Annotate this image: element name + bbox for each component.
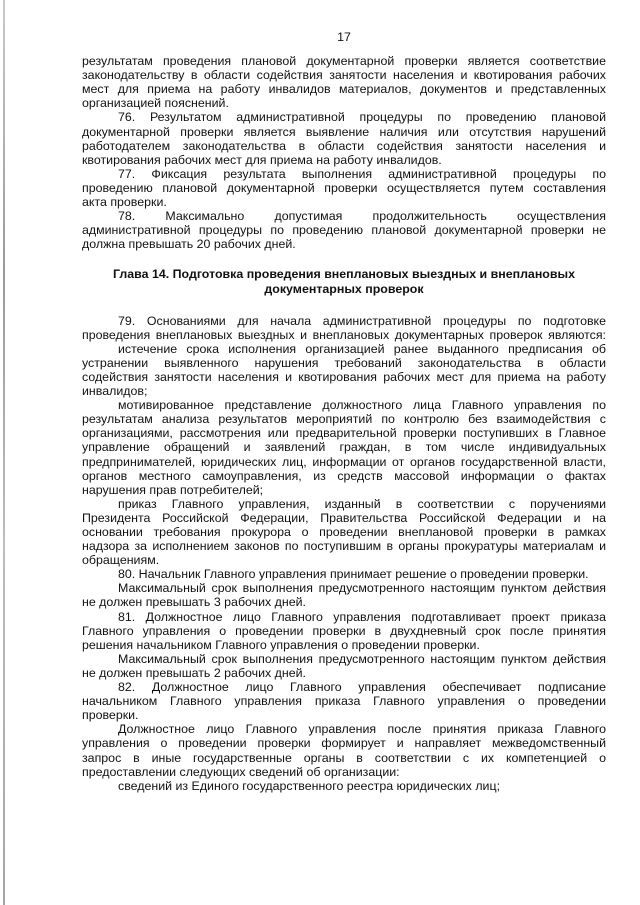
text-line: административной процедуры по проведению плановой документарной проверки не <box>82 223 606 238</box>
text-line: законодательству в области содействия занятости населения и квотирования рабочих <box>82 68 606 83</box>
text-line: истечение срока исполнения организацией ранее выданного предписания об <box>118 341 606 356</box>
text-line: нарушения прав потребителей; <box>82 482 264 497</box>
text-line: 80. Начальник Главного управления принимает решение о проведении проверки. <box>118 567 589 582</box>
text-line: результатам проведения плановой документарной проверки является соответствие <box>82 54 606 69</box>
text-line: Главного управления о проведении проверки в двухдневный срок после принятия <box>82 623 606 638</box>
text-line: предпринимателей, юридических лиц, информации от органов государственной власти, <box>82 454 606 469</box>
page-number: 17 <box>337 30 351 44</box>
text-line: Должностное лицо Главного управления после принятия приказа Главного <box>118 722 606 737</box>
text-line: управления о проведении проверки формирует и направляет межведомственный <box>82 736 606 751</box>
text-line: работодателем законодательства в области содействия занятости населения и <box>82 138 606 153</box>
spacer <box>82 251 606 267</box>
text-line: предоставлении следующих сведений об организации: <box>82 764 400 779</box>
spacer <box>82 296 606 314</box>
text-line: устранении выявленного нарушения требований законодательства в области <box>82 355 606 370</box>
text-line: 78. Максимально допустимая продолжительность осуществления <box>118 209 606 224</box>
text-line: надзора за исполнением законов по поступившим в органы прокуратуры материалам и <box>82 539 606 554</box>
text-line: должна превышать 20 рабочих дней. <box>82 237 296 252</box>
text-line: организациями, рассмотрения или предварительной проверки поступивших в Главное <box>82 426 606 441</box>
text-line: приказ Главного управления, изданный в соответствии с поручениями <box>118 496 606 511</box>
text-line: 79. Основаниями для начала административной процедуры по подготовке <box>118 313 606 328</box>
text-line: 82. Должностное лицо Главного управления обеспечивает подписание <box>118 680 606 695</box>
text-line: 77. Фиксация результата выполнения административной процедуры по <box>118 166 606 181</box>
text-line: решения начальником Главного управления о проведении проверки. <box>82 637 480 652</box>
text-line: организацией пояснений. <box>82 96 229 111</box>
text-line: мотивированное представление должностного лица Главного управления по <box>118 398 606 413</box>
text-line: начальником Главного управления приказа Главного управления о проведении <box>82 694 606 709</box>
text-line: 81. Должностное лицо Главного управления подготавливает проект приказа <box>118 609 606 624</box>
document-body <box>82 54 606 793</box>
text-line: Президента Российской Федерации, Правительства Российской Федерации и на <box>82 510 606 525</box>
text-line: проверки. <box>82 708 139 723</box>
document-page <box>82 30 606 793</box>
scan-edge <box>3 0 5 905</box>
text-line: квотирования рабочих мест для приема на работу инвалидов. <box>82 152 442 167</box>
text-line: акта проверки. <box>82 195 167 210</box>
text-line: Максимальный срок выполнения предусмотренного настоящим пунктом действия <box>118 581 606 596</box>
chapter-heading-line: Глава 14. Подготовка проведения внеплановых выездных и внеплановых <box>113 267 575 282</box>
text-line: обращениям. <box>82 553 160 568</box>
text-line: запрос в иные государственные органы в соответствии с их компетенцией о <box>82 750 606 765</box>
text-line: инвалидов; <box>82 384 148 399</box>
text-line: не должен превышать 3 рабочих дней. <box>82 595 307 610</box>
text-line: органов местного самоуправления, из средств массовой информации о фактах <box>82 468 606 483</box>
text-line: не должен превышать 2 рабочих дней. <box>82 665 307 680</box>
text-line: Максимальный срок выполнения предусмотренного настоящим пунктом действия <box>118 651 606 666</box>
text-line: проведения внеплановых выездных и внеплановых документарных проверок являются: <box>82 327 606 342</box>
text-line: управление обращений и заявлений граждан, в том числе индивидуальных <box>82 440 606 455</box>
text-line: проведению плановой документарной проверки осуществляется путем составления <box>82 180 606 195</box>
text-line: мест для приема на работу инвалидов материалов, документов и представленных <box>82 82 606 97</box>
text-line: документарной проверки является выявление наличия или отсутствия нарушений <box>82 124 606 139</box>
text-line: основании требования прокурора о проведении внеплановой проверки в рамках <box>82 525 606 539</box>
text-line: 76. Результатом административной процедуры по проведению плановой <box>118 110 606 125</box>
text-line: содействия занятости населения и квотирования рабочих мест для приема на работу <box>82 369 606 384</box>
chapter-heading-line: документарных проверок <box>264 281 424 296</box>
text-line: результатам анализа результатов мероприятий по контролю без взаимодействия с <box>82 412 606 427</box>
text-line: сведений из Единого государственного реестра юридических лиц; <box>118 778 501 793</box>
